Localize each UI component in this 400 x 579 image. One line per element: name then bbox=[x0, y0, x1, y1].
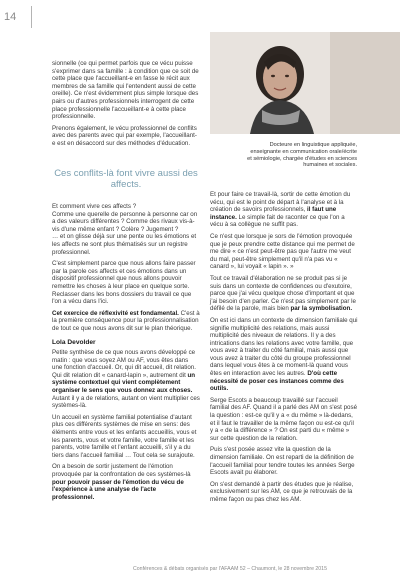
paragraph bbox=[52, 310, 200, 333]
left-column-body bbox=[52, 203, 200, 505]
section-heading: Ces conflits-là font vivre aussi des affects. bbox=[54, 168, 198, 190]
bold-text: par la symbolisation. bbox=[290, 305, 353, 313]
paragraph bbox=[210, 191, 358, 229]
paragraph bbox=[210, 317, 358, 393]
text: Le simple fait de raconter ce que l'on a vécu à sa collègue ne suffit pas. bbox=[210, 213, 345, 229]
paragraph: Reclasser dans les bons dossiers du travail ce que l'on a vécu dans l'ici. bbox=[52, 290, 192, 306]
paragraph: Ce n'est que lorsque je sors de l'émotion provoquée que je peux prendre cette distance qui me permet de me dire « ce n'est peut-être pas que l'autre me veut du mal, peut-être simplement qu'il n'a pas vu « canard », lui voyait « lapin ». » bbox=[210, 232, 355, 271]
paragraph: Petite synthèse de ce que nous avons développé ce matin : que vous soyez AM ou AF, vous êtes dans une fonction d'accueil. Or, qui dit accueil, dit relation. bbox=[52, 349, 196, 372]
left-column-intro bbox=[52, 60, 200, 152]
text: On est ici dans un contexte de dimension familiale qui signifie multiplicité des relations, mais aussi multiplicité des niveaux de relations. Il y a des intrications dans les relations avec votre famille, que vous avez à traiter du côté familial, mais aussi que vous avez à traiter du côté du groupe professionnel dans lequel vous êtes à ce moment-là quand vous êtes en interaction avec les autres. bbox=[210, 316, 358, 378]
paragraph: sionnelle (ce qui permet parfois que ce vécu puisse s'exprimer dans sa famille : à condition que ce soit de cette place que l'accueillant-e en fasse le récit aux membres de sa famille qui l'entendent aussi de cette oreille). Ce n'est évidemment plus simple lorsque des pairs ou d'autres professionnels interrogent de cette place professionnelle l'accueillant-e à cette place professionnelle. bbox=[52, 60, 199, 121]
paragraph: Autant il y a de relations, autant on vient multiplier ces systèmes-là. bbox=[52, 394, 200, 410]
portrait-icon bbox=[210, 32, 400, 134]
text: Et pour faire ce travail-là, sortir de cette émotion du vécu, qui est le point de départ à l'analyse et à la création de savoirs professionnels, bbox=[210, 191, 351, 214]
paragraph bbox=[210, 275, 358, 313]
caption-line: Docteure en linguistique appliquée, bbox=[269, 142, 357, 148]
photo-caption bbox=[232, 142, 357, 169]
text: C'est à la première conséquence pour la professionnalisation de tout ce que nous avons dit sur le plan théorique. bbox=[52, 309, 200, 332]
bold-text: D'où cette nécessité de poser ces instances comme des outils. bbox=[210, 370, 344, 393]
right-column-body bbox=[210, 191, 358, 508]
paragraph: Un accueil en système familial potentialise d'autant plus ces différents systèmes de mise en sens: des éléments entre vous et les enfants accueillis, vous et les parents, vous et votre famille, votre famille et les parents, votre famille et l'enfant accueilli, s'il y a du tiers dans l'accueil familial … Tout cela se surajoute. bbox=[52, 413, 197, 459]
bold-text: pour pouvoir passer de l'émotion du vécu de l'expérience à une analyse de l'acte professionnel. bbox=[52, 478, 184, 501]
page-footer: Conférences & débats organisés par l'AFAAM 52 – Chaumont, le 28 novembre 2015 bbox=[133, 566, 327, 572]
paragraph: Comme une querelle de personne à personne car on a des valeurs différentes ? Comme des rivaux vis-à-vis d'une même enfant ? Colère ? Jugement ? bbox=[52, 210, 198, 233]
text: Tout ce travail d'élaboration ne se produit pas si je suis dans un contexte de confidences ou d'exutoire, parce que j'ai vécu quelque chose d'important et que j'ai besoin d'en parler. Ce n'est pas simplement par le défilé de la parole, mais bien bbox=[210, 274, 356, 313]
paragraph: On s'est demandé à partir des études que je réalise, exclusivement sur les AM, ce que je retrouvais de la même façon ou pas chez les AM. bbox=[210, 480, 354, 503]
speaker-name: Lola Devolder bbox=[52, 338, 96, 346]
caption-line: humaines et sociales. bbox=[303, 162, 357, 169]
caption-line: et sémiologie, chargée d'études en sciences bbox=[247, 155, 357, 162]
paragraph bbox=[52, 372, 200, 395]
bold-text: un système contextuel qui vient complètement organiser le sens que vous donnez aux choses. bbox=[52, 371, 196, 395]
text: On a besoin de sortir justement de l'émotion provoquée par la confrontation de ces systèmes-là bbox=[52, 463, 191, 478]
page-number: 14 bbox=[0, 6, 32, 28]
paragraph: Puis s'est posée assez vite la question de la dimension familiale. On est reparti de la définition de l'accueil familial pour tendre toutes les années Serge Escots avait pu élaborer. bbox=[210, 446, 355, 477]
paragraph: … et on glisse déjà sur une pente ou les émotions et les affects ne sont plus thématisés sur un registre professionnel. bbox=[52, 233, 197, 256]
portrait-photo bbox=[210, 32, 400, 134]
caption-line: enseignante en communication orale/écrite bbox=[250, 148, 357, 155]
paragraph: Et comment vivre ces affects ? bbox=[52, 203, 137, 210]
text: Qui dit relation dit « canard-lapin », autrement dit bbox=[52, 371, 188, 379]
bold-text: il faut une instance. bbox=[210, 206, 337, 221]
paragraph bbox=[52, 463, 200, 501]
bold-text: Cet exercice de réflexivité est fondamental. bbox=[52, 309, 179, 317]
paragraph: Serge Escots a beaucoup travaillé sur l'accueil familial des AF. Quand il a parlé des AM on s'est posé la question : est-ce qu'il y a « du même » là-dedans, et il faut le travailler de la même façon ou est-ce qu'il y a « de la différence » ? On est parti du « même » sur cette question de la relation. bbox=[210, 396, 358, 442]
paragraph: Prenons également, le vécu professionnel de conflits avec des parents avec qui par exemple, l'accueillant-e est en désaccord sur des méthodes d'éducation. bbox=[52, 124, 197, 147]
paragraph: C'est simplement parce que nous allons faire passer par la parole ces affects et ces émotions dans un dispositif professionnel que nous allons pouvoir remettre les choses à leur place en quelque sorte. bbox=[52, 260, 196, 290]
